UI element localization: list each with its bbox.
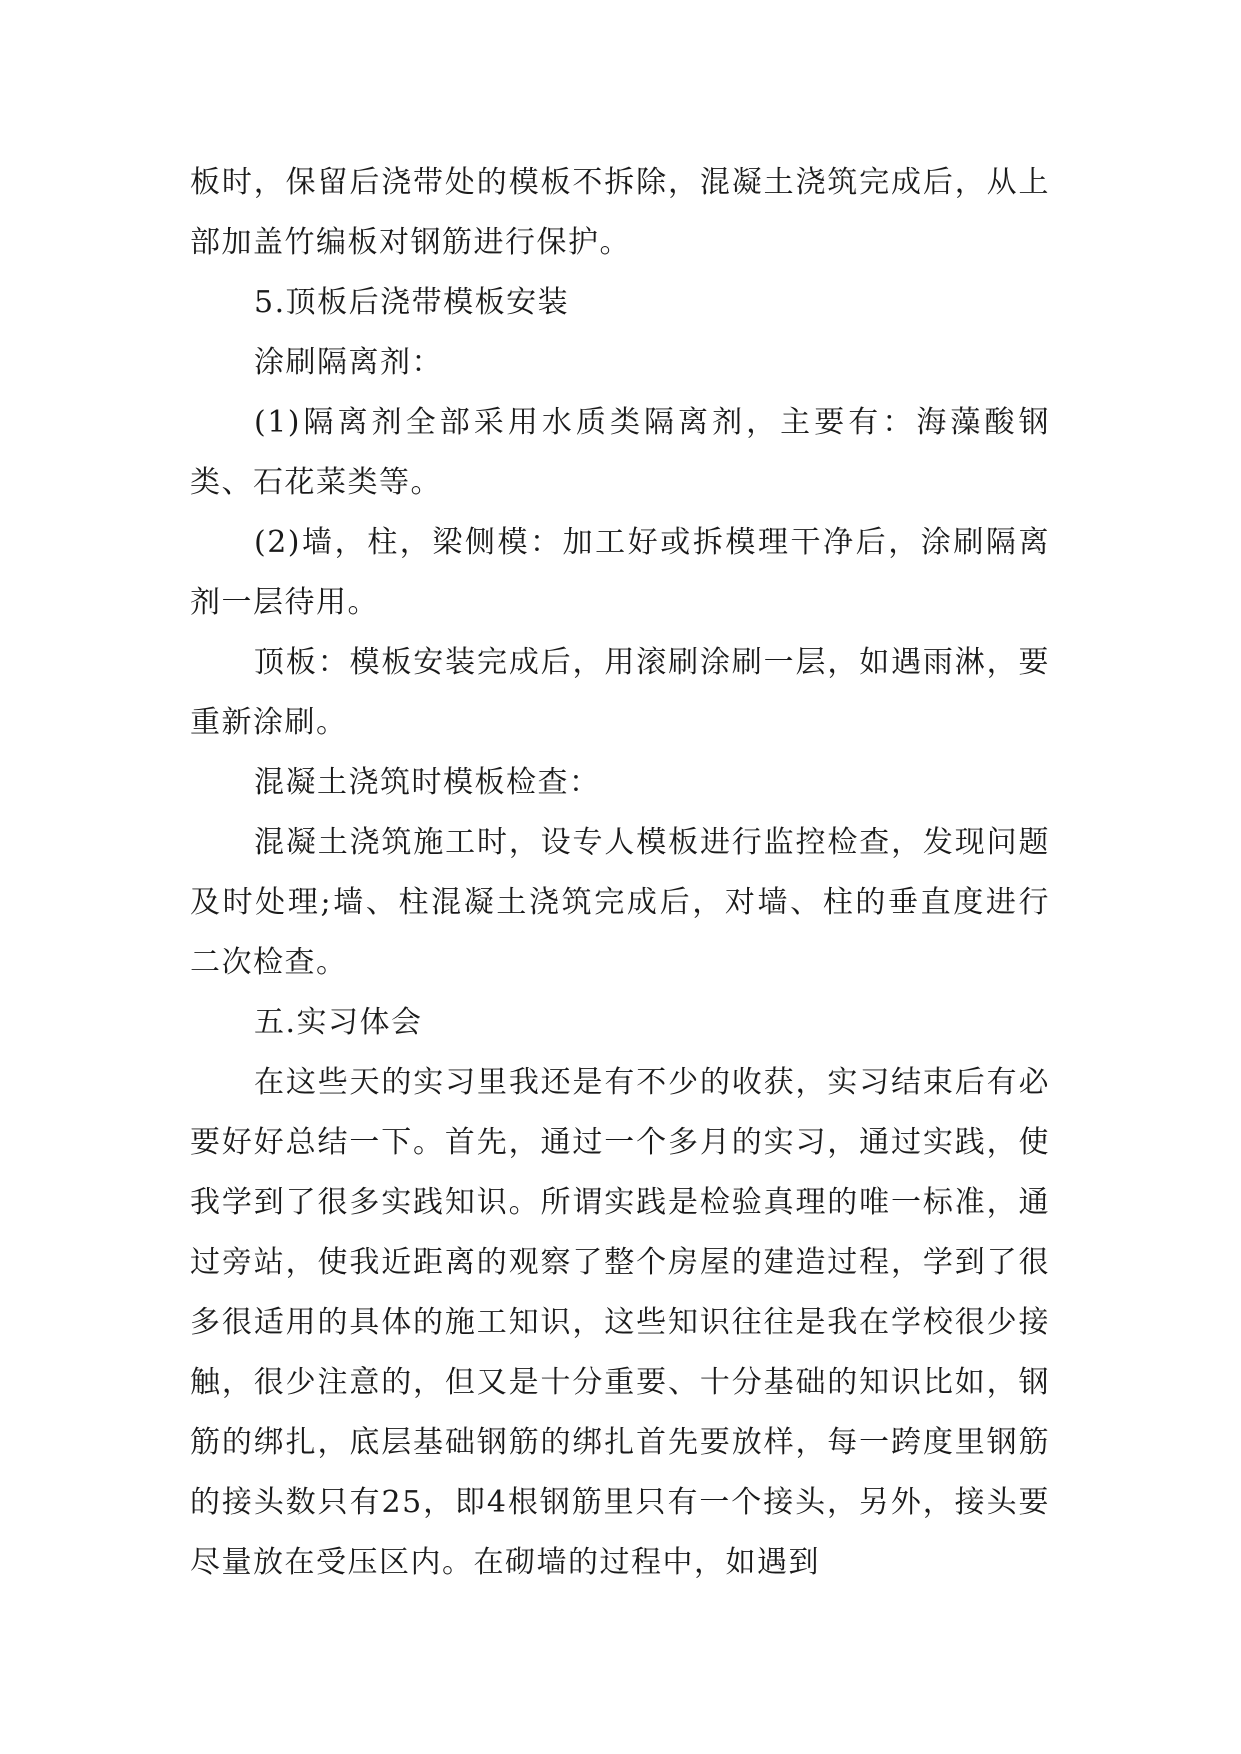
paragraph-10: 在这些天的实习里我还是有不少的收获，实习结束后有必要好好总结一下。首先，通过一个多月的实习，通过实践，使我学到了很多实践知识。所谓实践是检验真理的唯一标准，通过旁站，使我近距离的观察了整个房屋的建造过程，学到了很多很适用的具体的施工知识，这些知识往往是我在学校很少接触，很少注意的，但又是十分重要、十分基础的知识比如，钢筋的绑扎，底层基础钢筋的绑扎首先要放样，每一跨度里钢筋的接头数只有25，即4根钢筋里只有一个接头，另外，接头要尽量放在受压区内。在砌墙的过程中，如遇到 [190,1065,1050,1580]
paragraph-2: 5.顶板后浇带模板安装 [254,285,570,320]
paragraph-1: 板时，保留后浇带处的模板不拆除，混凝土浇筑完成后，从上部加盖竹编板对钢筋进行保护。 [190,165,1050,260]
section-heading: 五.实习体会 [254,1005,423,1040]
paragraph-4: (1)隔离剂全部采用水质类隔离剂，主要有：海藻酸钢类、石花菜类等。 [190,405,1050,500]
document-body [190,153,1050,1593]
paragraph-5: (2)墙，柱，梁侧模：加工好或拆模理干净后，涂刷隔离剂一层待用。 [190,525,1050,620]
paragraph-3: 涂刷隔离剂： [254,345,443,380]
paragraph-7: 混凝土浇筑时模板检查： [254,765,601,800]
paragraph-8: 混凝土浇筑施工时，设专人模板进行监控检查，发现问题及时处理;墙、柱混凝土浇筑完成后，对墙、柱的垂直度进行二次检查。 [190,825,1050,980]
paragraph-6: 顶板：模板安装完成后，用滚刷涂刷一层，如遇雨淋，要重新涂刷。 [190,645,1050,740]
